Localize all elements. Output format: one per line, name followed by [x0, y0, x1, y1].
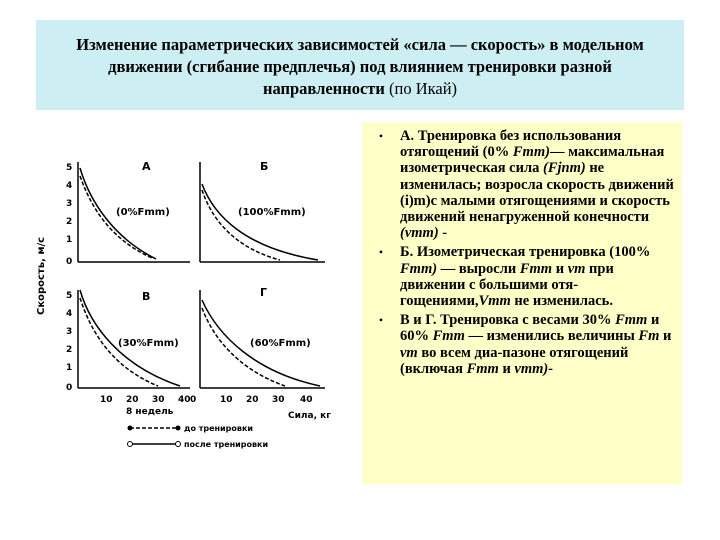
legend-before-marker	[128, 426, 133, 431]
y-axis-label: Скорость, м/с	[36, 236, 47, 315]
x-tick: 20	[246, 395, 259, 405]
legend-after-marker	[176, 442, 181, 447]
y-tick: 4	[66, 181, 73, 191]
x-tick: 40	[300, 395, 313, 405]
bullet-text-part: Fmm	[466, 360, 499, 377]
x-axis-label: Сила, кг	[288, 411, 331, 421]
y-tick: 4	[66, 309, 73, 319]
y-tick: 5	[66, 163, 73, 173]
panel-b-label: (100%Fmm)	[238, 207, 306, 218]
panel-c-label: (30%Fmm)	[118, 338, 179, 349]
legend-before-marker	[176, 426, 181, 431]
bullet-text-part: — максимальная изометрическая сила	[400, 144, 665, 177]
x-tick: 40	[178, 395, 191, 405]
bullet-item	[362, 128, 676, 241]
bullet-text-part: и	[552, 260, 568, 277]
panel-d-letter: Г	[260, 286, 268, 299]
y-tick: 5	[66, 291, 73, 301]
bullet-dot-icon: •	[378, 245, 384, 260]
title-suffix: (по Икай)	[384, 79, 458, 98]
bullet-text-part: Fmm)	[512, 144, 550, 161]
y-tick: 0	[66, 383, 73, 393]
x-tick: 20	[126, 395, 139, 405]
bullet-text-part: и	[659, 328, 672, 345]
y-tick: 1	[66, 363, 73, 373]
bullet-text-part: vm	[400, 344, 418, 361]
panel-b-curve-before	[202, 190, 280, 260]
bullet-text-part: (vmm)	[400, 225, 439, 242]
bullet-text-part: и 60%	[400, 312, 660, 345]
panel-a-letter: А	[142, 160, 151, 173]
bullet-text-part: vm	[567, 260, 586, 277]
bullet-item	[362, 244, 676, 309]
y-tick: 3	[66, 327, 73, 337]
legend-before-label: до тренировки	[184, 424, 253, 433]
bullet-text-part: Б. Изометрическая тренировка (100%	[400, 244, 651, 261]
bullet-text-part: — изменились величины	[464, 328, 639, 345]
legend-after-marker	[128, 442, 133, 447]
bullet-text-part: при движении с большими отя-гощениями,	[400, 260, 614, 310]
y-tick: 3	[66, 199, 73, 209]
bullet-item	[362, 312, 676, 377]
bullet-text-part: Fmm	[432, 328, 465, 345]
bullet-text-part: vmm)-	[514, 360, 554, 377]
bullet-text-part: В и Г. Тренировка с весами 30%	[400, 312, 616, 329]
x-tick: 30	[272, 395, 285, 405]
y-ticks-top	[66, 163, 72, 267]
bullet-list	[362, 122, 682, 484]
bullet-text-part: во всем диа-пазоне отягощений (включая	[400, 344, 629, 377]
bullet-text	[400, 128, 676, 241]
bullet-text-part: Vmm	[478, 293, 511, 310]
bullet-text-part: А. Тренировка без использования отягощений (0%	[400, 128, 622, 161]
x-tick: 30	[152, 395, 165, 405]
y-tick: 2	[66, 345, 73, 355]
bullet-text-part: не изменилась.	[510, 293, 613, 310]
y-tick: 2	[66, 217, 73, 227]
panel-c-letter: В	[142, 290, 151, 303]
bullet-text	[400, 244, 676, 309]
bullet-dot-icon: •	[378, 129, 384, 143]
legend	[128, 424, 269, 449]
bullet-text-part: — выросли	[437, 260, 520, 277]
x-axis-sub: 8 недель	[126, 407, 174, 417]
bullet-text-part: и	[498, 360, 515, 377]
legend-after-label: после тренировки	[184, 440, 269, 449]
bullet-text	[400, 312, 676, 377]
bullet-dot-icon: •	[378, 313, 384, 328]
x-tick: 10	[100, 395, 113, 405]
force-velocity-figure	[30, 140, 370, 460]
bullet-text-part: -	[438, 225, 448, 242]
bullet-text-part: Fmm	[615, 312, 648, 329]
title-main: Изменение параметрических зависимостей «сила — скорость» в модельном движении (сгибание предплечья) под влиянием тренировки разной направленности	[76, 35, 644, 98]
bullet-text-part: Fmm)	[400, 260, 438, 277]
panel-a-label: (0%Fmm)	[116, 207, 170, 218]
x-ticks	[100, 395, 313, 405]
y-tick: 0	[66, 257, 73, 267]
bullet-text-part: (Fjnm)	[542, 160, 586, 177]
y-ticks-bottom	[66, 291, 72, 393]
panel-d-label: (60%Fmm)	[250, 338, 311, 349]
bullet-text-part: не изменилась; возросла скорость движений (i)m)c малыми отягощениями и скорость движений ненагруженной конечности	[400, 160, 674, 226]
x-tick: 10	[220, 395, 233, 405]
y-tick: 1	[66, 235, 73, 245]
slide-title	[36, 20, 684, 110]
figure-svg	[30, 140, 370, 460]
x-tick: 0	[190, 395, 197, 405]
bullet-text-part: Fmm	[519, 260, 553, 277]
bullet-text-part: Fm	[638, 328, 660, 345]
panel-b-letter: Б	[260, 160, 269, 173]
